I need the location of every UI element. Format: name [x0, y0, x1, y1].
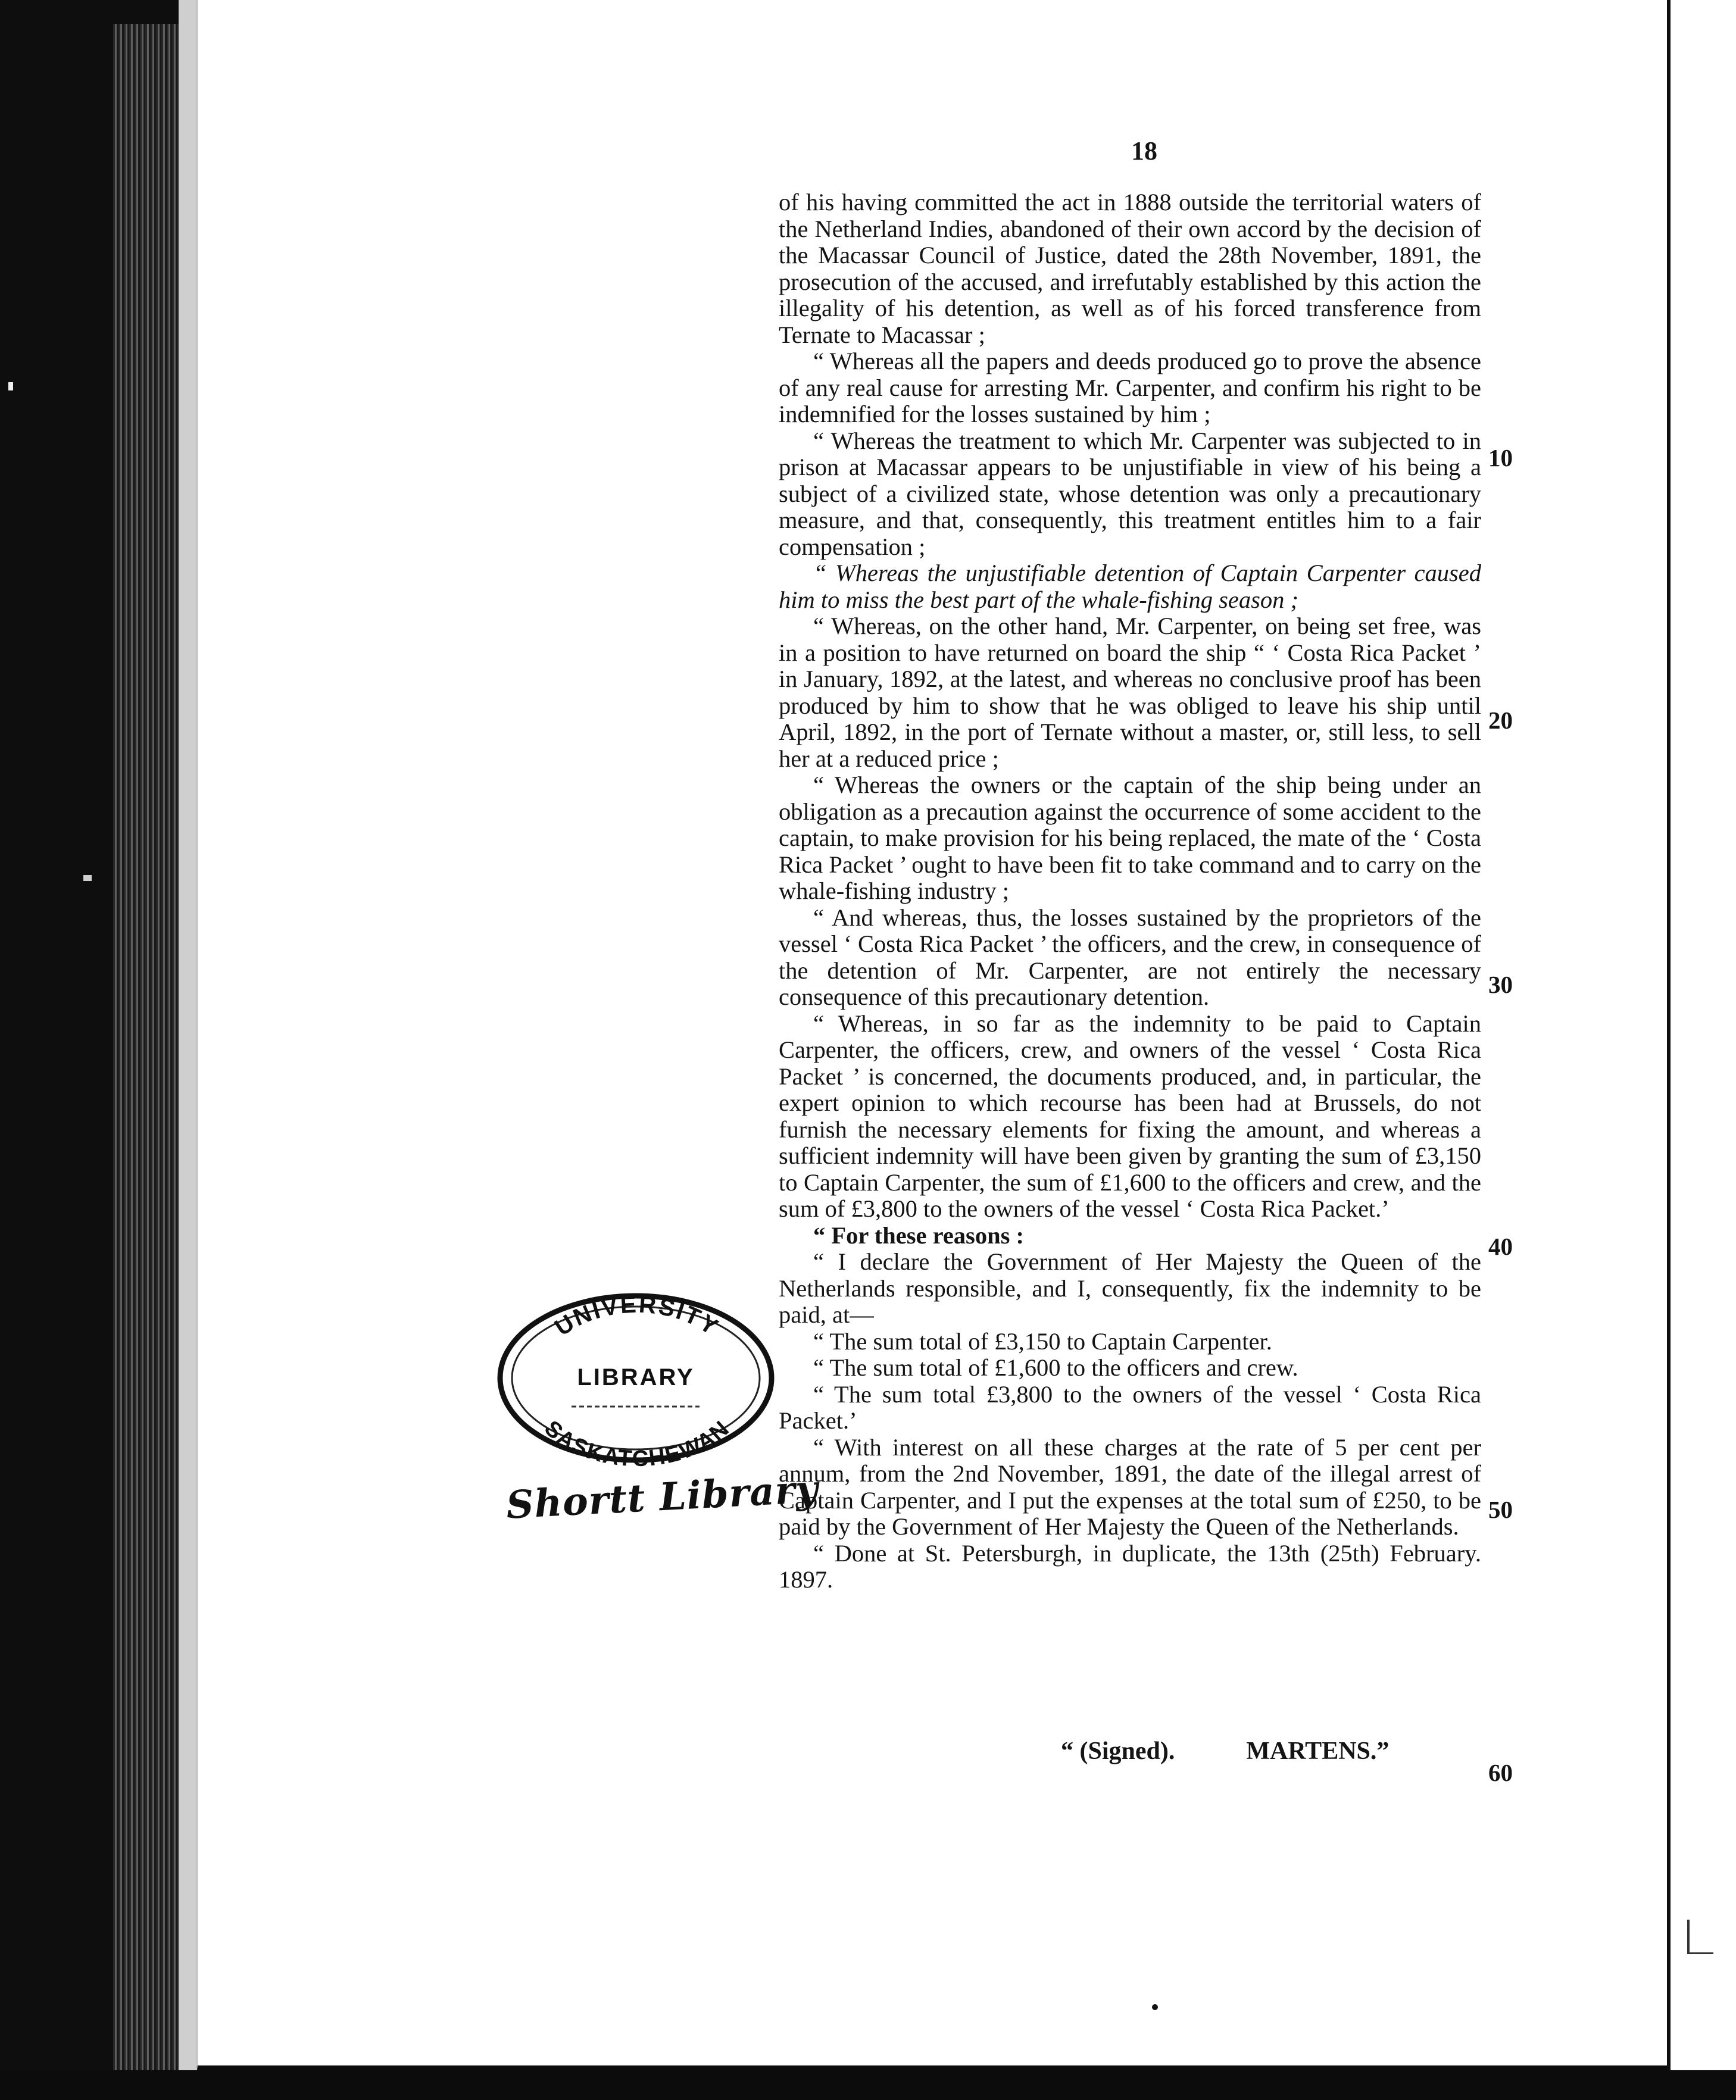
stamp-top-text: UNIVERSITY — [550, 1291, 724, 1342]
signature-line — [1061, 1737, 1389, 1765]
book-edge-left — [0, 0, 196, 2100]
line-number: 40 — [1488, 1233, 1513, 1260]
page-body-text — [779, 189, 1481, 1593]
gutter — [179, 0, 196, 2100]
paragraph: “ Whereas the treatment to which Mr. Carpenter was subjected to in prison at Macassar appears to be unjustifiable in view of his being a subject of a civilized state, whose detention was only a precautionary measure, and that, consequently, this treatment entitles him to a fair compensation ; — [779, 427, 1481, 560]
scan-speck — [8, 382, 13, 390]
paragraph: “ Done at St. Petersburgh, in duplicate, the 13th (25th) February. 1897. — [779, 1539, 1481, 1593]
paragraph: “ The sum total of £3,150 to Captain Carpenter. — [813, 1327, 1272, 1355]
scan-speck — [83, 875, 92, 881]
paragraph: “ Whereas, in so far as the indemnity to be paid to Captain Carpenter, the officers, crew, and owners of the vessel ‘ Costa Rica Packet ’ is concerned, the documents produced, and, in particular, the expert opinion to which recourse has been had at Brussels, do not furnish the necessary elements for fixing the amount, and whereas a sufficient indemnity will have been given by granting the sum of £3,150 to Captain Carpenter, the sum of £1,600 to the officers and crew, and the sum of £3,800 to the owners of the vessel ‘ Costa Rica Packet.’ — [779, 1010, 1481, 1222]
line-number: 60 — [1488, 1759, 1513, 1786]
page-number: 18 — [1131, 136, 1157, 165]
paragraph: “ With interest on all these charges at the rate of 5 per cent per annum, from the 2nd November, 1891, the date of the illegal arrest of Captain Carpenter, and I put the expenses at the total sum of £250, to be paid by the Government of Her Majesty the Queen of the Netherlands. — [779, 1433, 1481, 1540]
line-number: 10 — [1488, 444, 1513, 471]
stamp-middle-text: LIBRARY — [577, 1364, 695, 1390]
line-number: 50 — [1488, 1496, 1513, 1523]
signatory-name: MARTENS.” — [1246, 1738, 1390, 1765]
page-edges — [113, 24, 179, 2071]
paragraph: “ The sum total of £1,600 to the officers and crew. — [813, 1354, 1298, 1381]
stamp-bottom-text: SASKATCHEWAN — [539, 1415, 735, 1467]
paragraph: “ For these reasons : — [813, 1221, 1024, 1249]
paragraph: “ Whereas the owners or the captain of the ship being under an obligation as a precaution against the occurrence of some accident to the captain, to make provision for his being replaced, the mate of the ‘ Costa Rica Packet ’ ought to have been fit to take command and to carry on the whale-fishing industry ; — [779, 771, 1481, 904]
paragraph: “ Whereas, on the other hand, Mr. Carpenter, on being set free, was in a position to have returned on board the ship “ ‘ Costa Rica Packet ’ in January, 1892, at the latest, and whereas no conclusive proof has been produced by him to show that he was obliged to leave his ship until April, 1892, in the port of Ternate without a master, or, still less, to sell her at a reduced price ; — [779, 612, 1481, 772]
paragraph: of his having committed the act in 1888 outside the territorial waters of the Netherland Indies, abandoned of their own accord by the decision of the Macassar Council of Justice, dated the 28th November, 1891, the prosecution of the accused, and irrefutably established by this action the illegality of his detention, as well as of his forced transference from Ternate to Macassar ; — [779, 189, 1481, 348]
paragraph: “ Whereas the unjustifiable detention of Captain Carpenter caused him to miss the best part of the whale-fishing season ; — [779, 560, 1481, 613]
scan-bottom-border — [0, 2070, 1736, 2100]
handwritten-annotation: Shortt Library — [505, 1467, 820, 1528]
library-stamp — [494, 1289, 777, 1467]
line-number: 20 — [1488, 707, 1513, 734]
edge-mark — [1687, 1920, 1713, 1954]
paragraph: “ Whereas all the papers and deeds produced go to prove the absence of any real cause for arresting Mr. Carpenter, and confirm his right to be indemnified for the losses sustained by him ; — [779, 348, 1481, 427]
scan-dot — [1152, 2004, 1158, 2010]
paragraph: “ And whereas, thus, the losses sustained by the proprietors of the vessel ‘ Costa Rica Packet ’ the officers, and the crew, in consequence of the detention of Mr. Carpenter, are not entirely the necessary consequence of this precautionary detention. — [779, 904, 1481, 1010]
line-number: 30 — [1488, 971, 1513, 998]
paragraph: “ The sum total £3,800 to the owners of the vessel ‘ Costa Rica Packet.’ — [779, 1380, 1481, 1434]
signed-label: “ (Signed). — [1061, 1738, 1175, 1765]
book-edge-right — [1667, 0, 1736, 2100]
paragraph: “ I declare the Government of Her Majesty the Queen of the Netherlands responsible, and I, consequently, fix the indemnity to be paid, at— — [779, 1248, 1481, 1328]
